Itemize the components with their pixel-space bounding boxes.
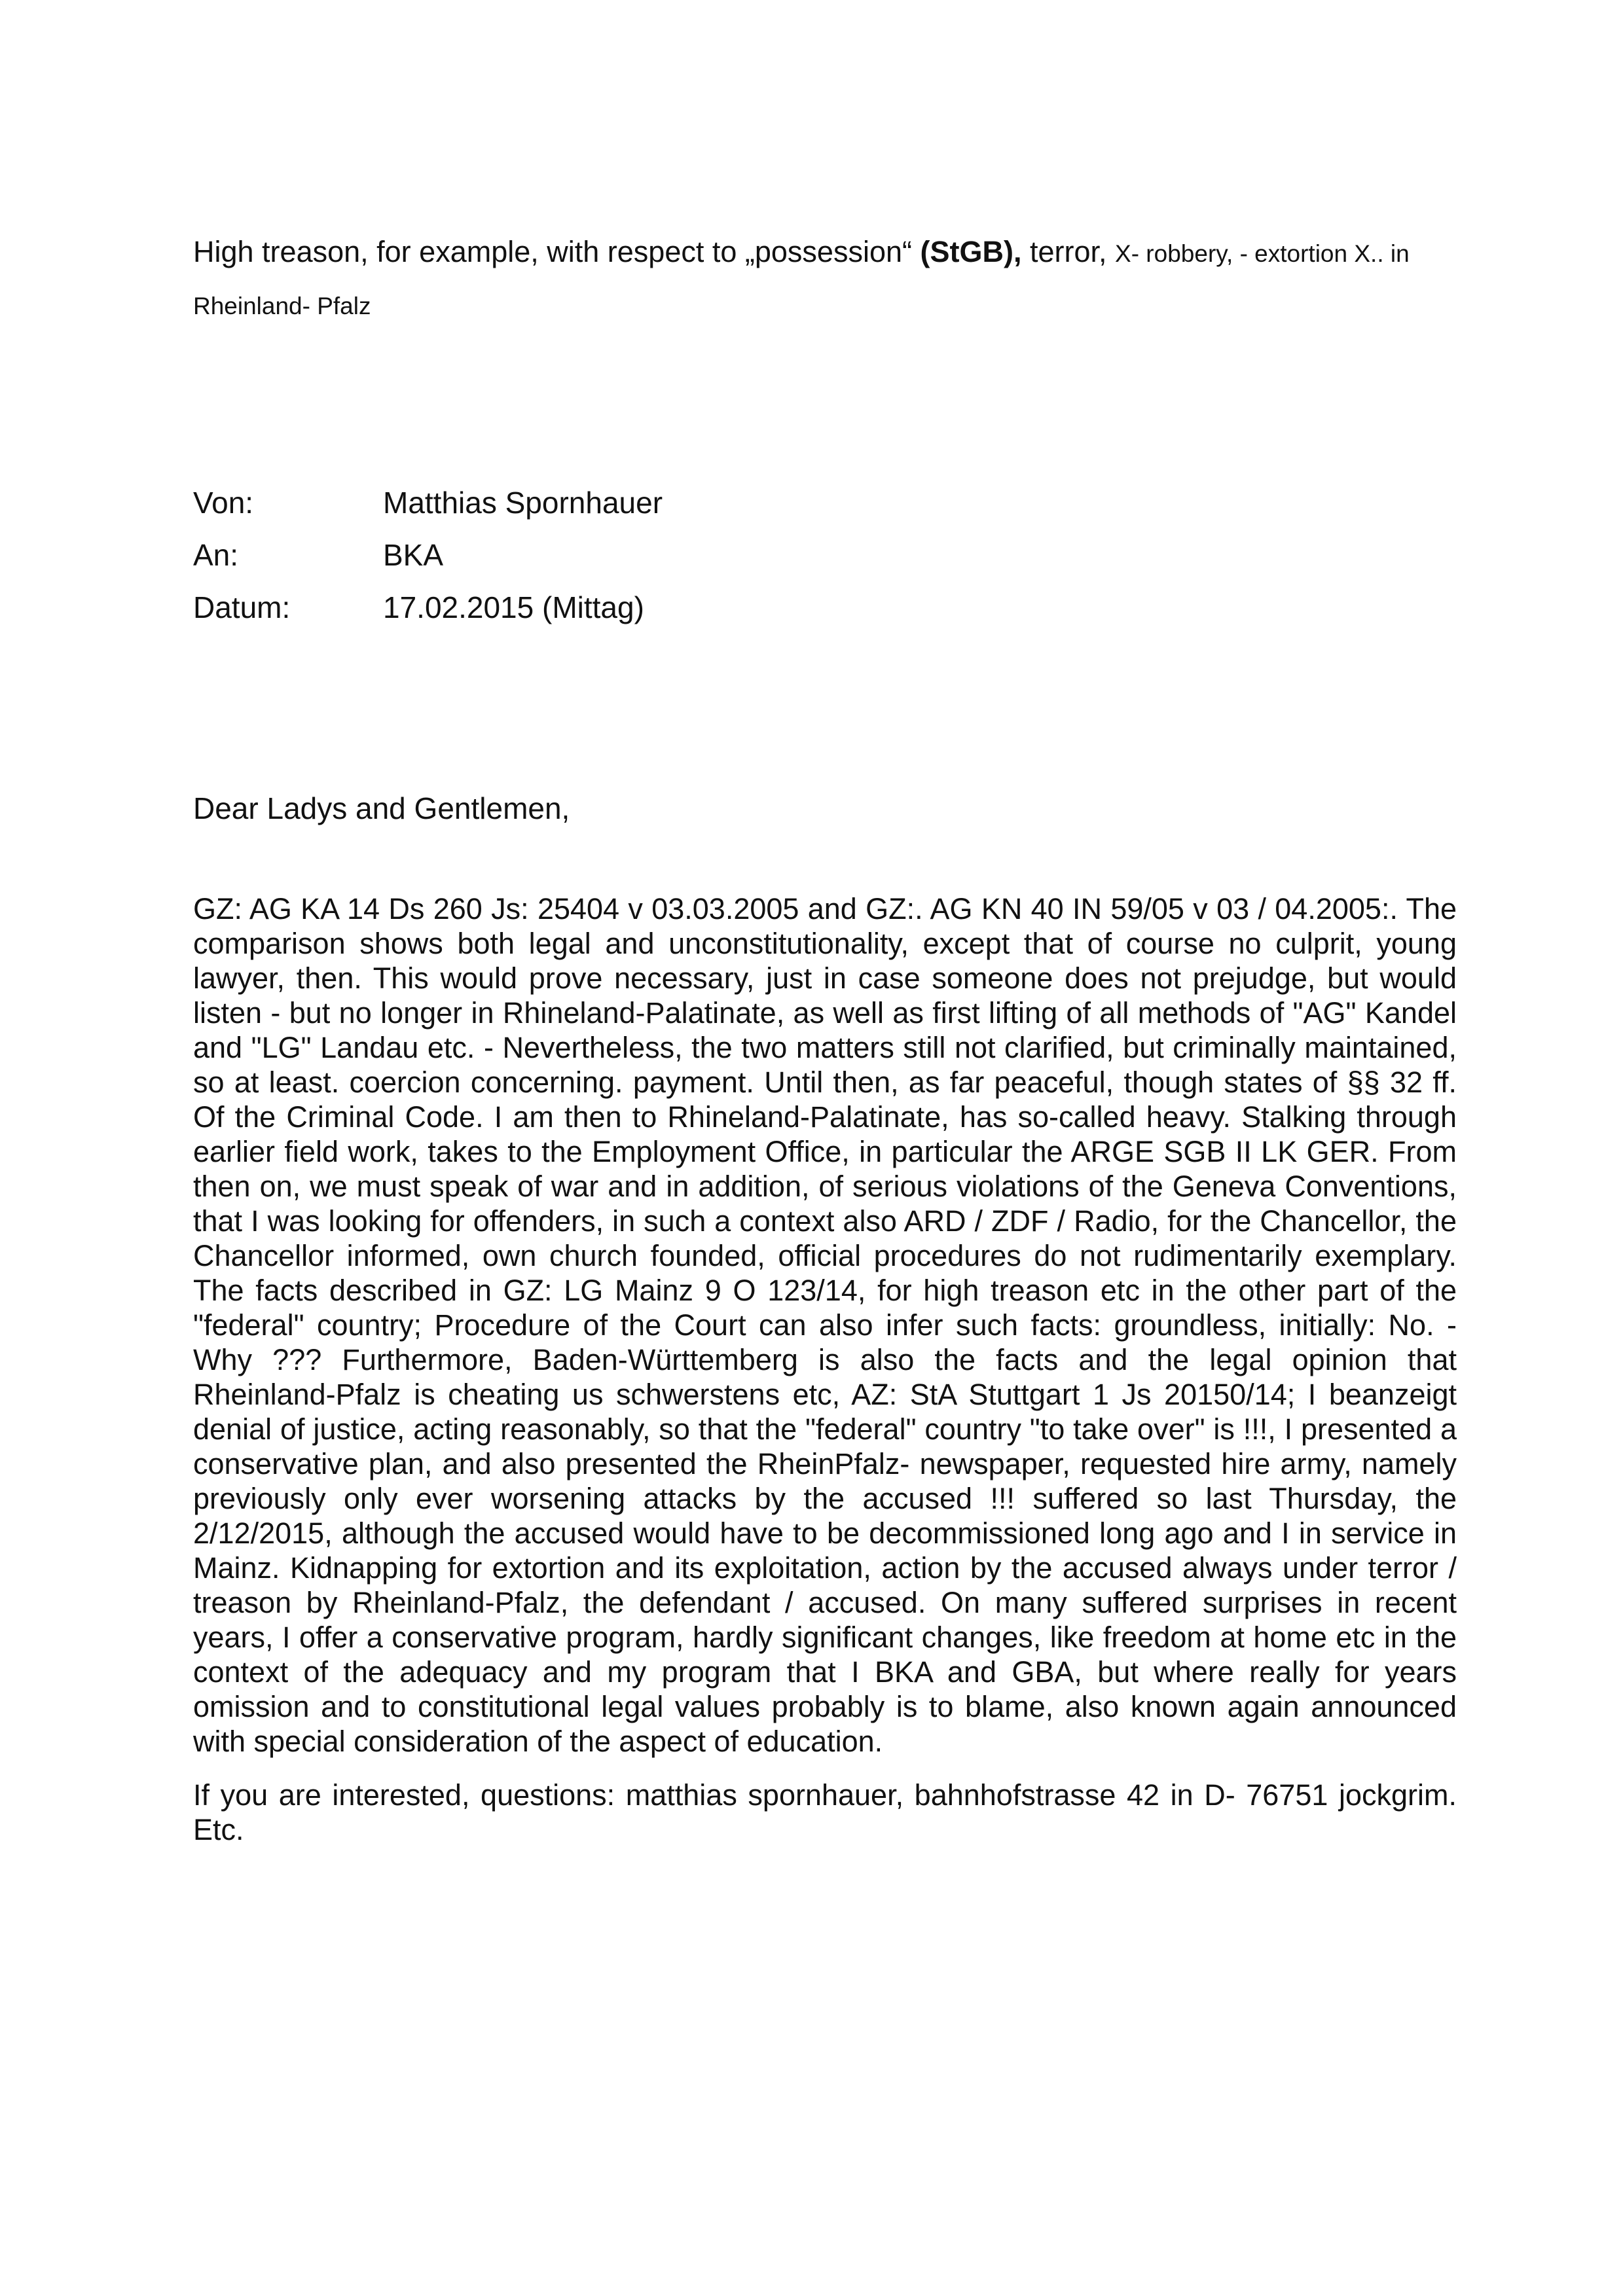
to-label: An:	[193, 538, 239, 572]
subject-line-2: Rheinland- Pfalz	[193, 293, 371, 319]
date-value: 17.02.2015 (Mittag)	[383, 590, 644, 624]
letter-closing: If you are interested, questions: matthias spornhauer, bahnhofstrasse 42 in D- 76751 jockgrim. Etc.	[193, 1778, 1457, 1846]
to-value: BKA	[383, 538, 444, 572]
header-row-to	[193, 529, 663, 581]
header-row-date	[193, 581, 663, 634]
subject-line	[193, 226, 1457, 332]
subject-line-1	[193, 226, 1457, 280]
subject-text-1: High treason, for example, with respect to „possession“	[193, 235, 921, 268]
date-label: Datum:	[193, 590, 291, 624]
subject-text-4: X- robbery, - extortion X..	[1115, 240, 1384, 267]
letter-body: GZ: AG KA 14 Ds 260 Js: 25404 v 03.03.2005 and GZ:. AG KN 40 IN 59/05 v 03 / 04.2005:. The comparison shows both legal and unconstitutionality, except that of course no culprit, young lawyer, then. This would prove necessary, just in case someone does not prejudge, but would listen - but no longer in Rhineland-Palatinate, as well as first lifting of all methods of "AG" Kandel and "LG" Landau etc. - Nevertheless, the two matters still not clarified, but criminally maintained, so at least. coercion concerning. payment. Until then, as far peaceful, though states of §§ 32 ff. Of the Criminal Code. I am then to Rhineland-Palatinate, has so-called heavy. Stalking through earlier field work, takes to the Employment Office, in particular the ARGE SGB II LK GER. From then on, we must speak of war and in addition, of serious violations of the Geneva Conventions, that I was looking for offenders, in such a context also ARD / ZDF / Radio, for the Chancellor, the Chancellor informed, own church founded, official procedures do not rudimentarily exemplary. The facts described in GZ: LG Mainz 9 O 123/14, for high treason etc in the other part of the "federal" country; Procedure of the Court can also infer such facts: groundless, initially: No. - Why ??? Furthermore, Baden-Württemberg is also the facts and the legal opinion that Rheinland-Pfalz is cheating us schwerstens etc, AZ: StA Stuttgart 1 Js 20150/14; I beanzeigt denial of justice, acting reasonably, so that the "federal" country "to take over" is !!!, I presented a conservative plan, and also presented the RheinPfalz- newspaper, requested hire army, namely previously only ever worsening attacks by the accused !!! suffered so last Thursday, the 2/12/2015, although the accused would have to be decommissioned long ago and I in service in Mainz. Kidnapping for extortion and its exploitation, action by the accused always under terror / treason by Rheinland-Pfalz, the defendant / accused. On many suffered surprises in recent years, I offer a conservative program, hardly significant changes, like freedom at home etc in the context of the adequacy and my program that I BKA and GBA, but where really for years omission and to constitutional legal values probably is to blame, also known again announced with special consideration of the aspect of education.	[193, 892, 1457, 1758]
salutation: Dear Ladys and Gentlemen,	[193, 791, 570, 825]
subject-text-5: in	[1383, 240, 1410, 267]
from-label: Von:	[193, 486, 254, 520]
subject-stgb: (StGB),	[920, 235, 1022, 268]
letter-header	[193, 476, 663, 634]
header-row-from	[193, 476, 663, 529]
subject-text-3: terror,	[1021, 235, 1116, 268]
from-value: Matthias Spornhauer	[383, 486, 663, 520]
